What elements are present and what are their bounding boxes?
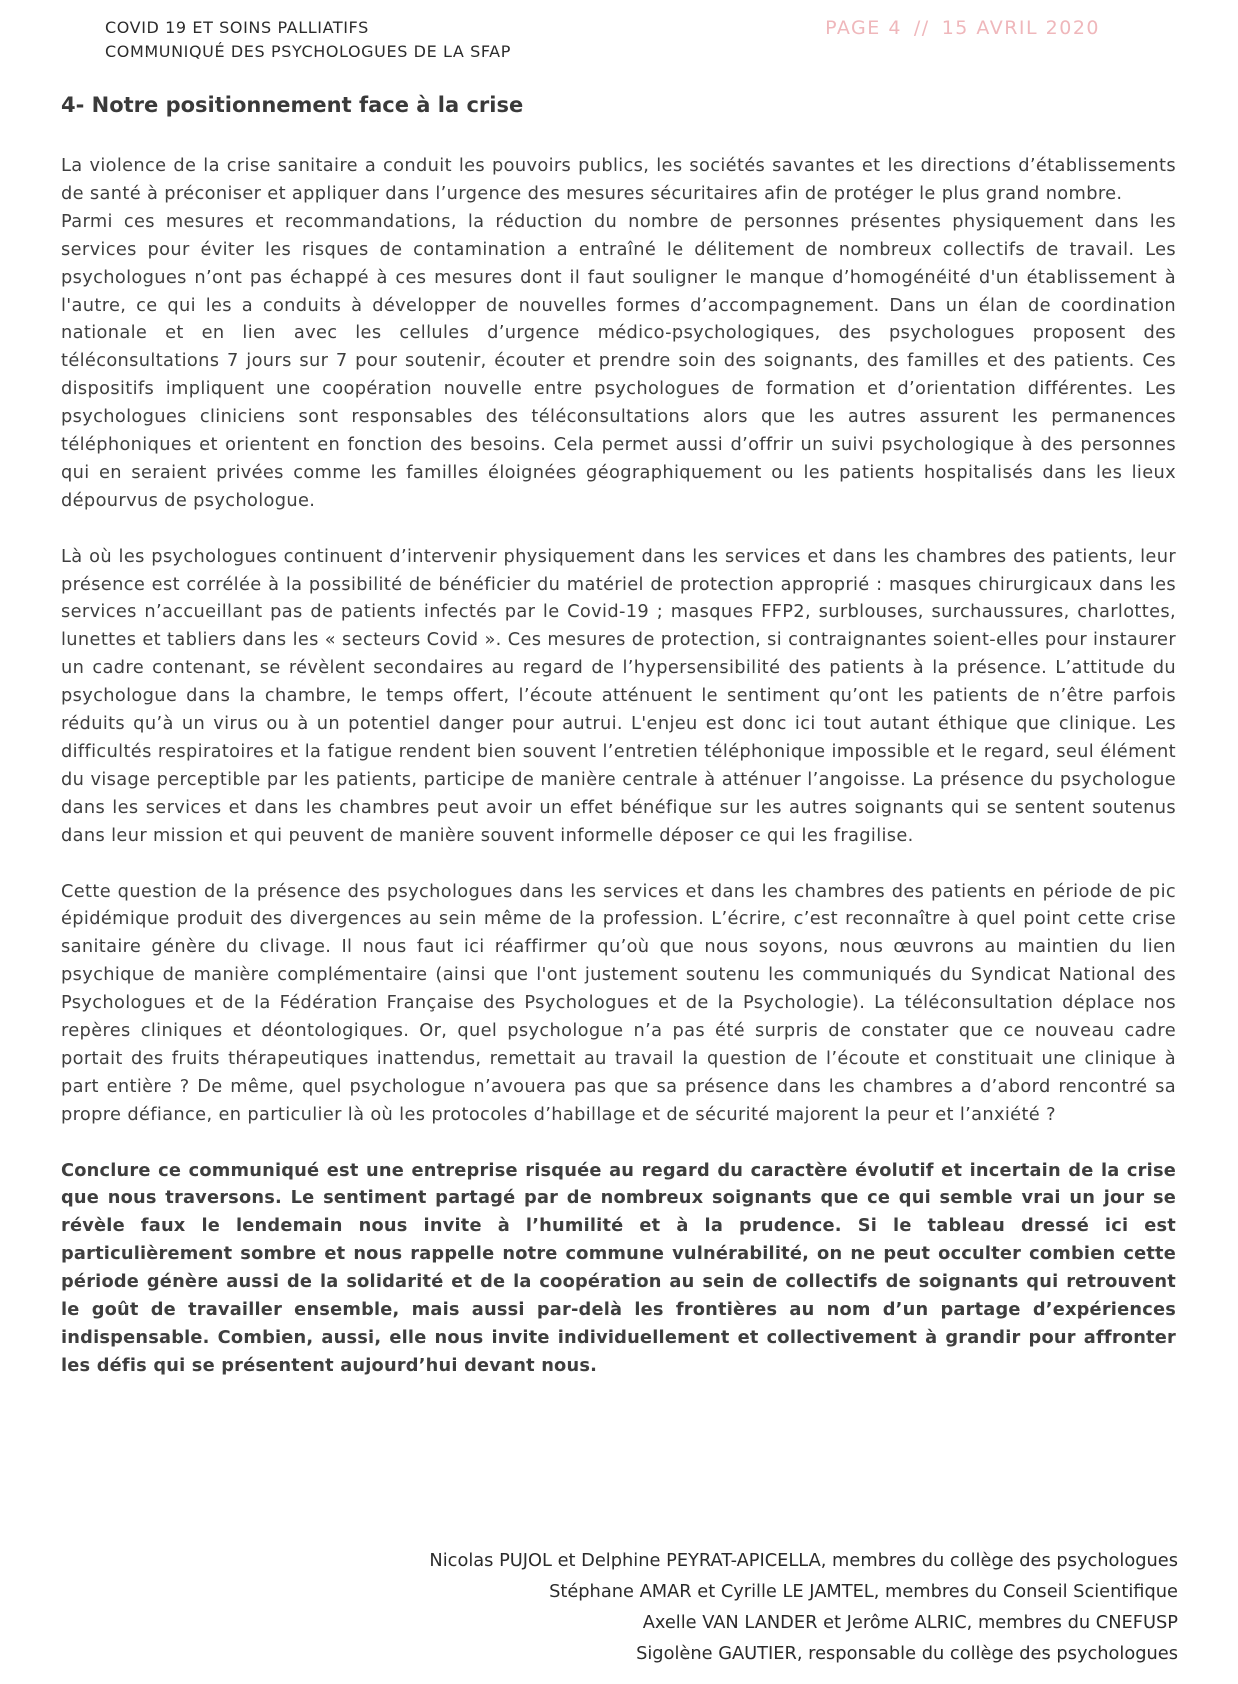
- signature-line: Stéphane AMAR et Cyrille LE JAMTEL, membres du Conseil Scientifique: [549, 1581, 1178, 1602]
- header-title-line2: COMMUNIQUÉ DES PSYCHOLOGUES DE LA SFAP: [105, 42, 511, 61]
- signature-line: Sigolène GAUTIER, responsable du collège des psychologues: [636, 1643, 1178, 1664]
- document-date: 15 AVRIL 2020: [941, 17, 1100, 39]
- header-title-line1: COVID 19 ET SOINS PALLIATIFS: [105, 18, 369, 37]
- paragraph-divergences: Cette question de la présence des psychologues dans les services et dans les chambres des patients en période de pic épidémique produit des divergences au sein même de la profession. L’écrire, c’est reconnaître à quel point cette crise sanitaire génère du clivage. Il nous faut ici réaffirmer qu’où que nous soyons, nous œuvrons au maintien du lien psychique de manière complémentaire (ainsi que l'ont justement soutenu les communiqués du Syndicat National des Psychologues et de la Fédération Française des Psychologues et de la Psychologie). La téléconsultation déplace nos repères cliniques et déontologiques. Or, quel psychologue n’a pas été surpris de constater que ce nouveau cadre portait des fruits thérapeutiques inattendus, remettait au travail la question de l’écoute et constituait une clinique à part entière ? De même, quel psychologue n’avouera pas que sa présence dans les chambres a d’abord rencontré sa propre défiance, en particulier là où les protocoles d’habillage et de sécurité majorent la peur et l’anxiété ?: [61, 880, 1176, 1125]
- header-separator: //: [913, 17, 930, 39]
- signature-line: Nicolas PUJOL et Delphine PEYRAT-APICELLA, membres du collège des psychologues: [429, 1550, 1178, 1571]
- paragraph-measures: Parmi ces mesures et recommandations, la réduction du nombre de personnes présentes physiquement dans les services pour éviter les risques de contamination a entraîné le délitement de nombreux collectifs de travail. Les psychologues n’ont pas échappé à ces mesures dont il faut souligner le manque d’homogénéité d'un établissement à l'autre, ce qui les a conduits à développer de nouvelles formes d’accompagnement. Dans un élan de coordination nationale et en lien avec les cellules d’urgence médico-psychologiques, des psychologues proposent des téléconsultations 7 jours sur 7 pour soutenir, écouter et prendre soin des soignants, des familles et des patients. Ces dispositifs impliquent une coopération nouvelle entre psychologues de formation et d’orientation différentes. Les psychologues cliniciens sont responsables des téléconsultations alors que les autres assurent les permanences téléphoniques et orientent en fonction des besoins. Cela permet aussi d’offrir un suivi psychologique à des personnes qui en seraient privées comme les familles éloignées géographiquement ou les patients hospitalisés dans les lieux dépourvus de psychologue.: [61, 210, 1176, 511]
- paragraph-intro: La violence de la crise sanitaire a conduit les pouvoirs publics, les sociétés savantes et les directions d’établissements de santé à préconiser et appliquer dans l’urgence des mesures sécuritaires afin de protéger le plus grand nombre.: [61, 155, 1176, 204]
- paragraph-presence: Là où les psychologues continuent d’intervenir physiquement dans les services et dans les chambres des patients, leur présence est corrélée à la possibilité de bénéficier du matériel de protection approprié : masques chirurgicaux dans les services n’accueillant pas de patients infectés par le Covid-19 ; masques FFP2, surblouses, surchaussures, charlottes, lunettes et tabliers dans les « secteurs Covid ». Ces mesures de protection, si contraignantes soient-elles pour instaurer un cadre contenant, se révèlent secondaires au regard de l’hypersensibilité des patients à la présence. L’attitude du psychologue dans la chambre, le temps offert, l’écoute atténuent le sentiment qu’ont les patients de n’être parfois réduits qu’à un virus ou à un potentiel danger pour autrui. L'enjeu est donc ici tout autant éthique que clinique. Les difficultés respiratoires et la fatigue rendent bien souvent l’entretien téléphonique impossible et le regard, seul élément du visage perceptible par les patients, participe de manière centrale à atténuer l’angoisse. La présence du psychologue dans les services et dans les chambres peut avoir un effet bénéfique sur les autres soignants qui se sentent soutenus dans leur mission et qui peuvent de manière souvent informelle déposer ce qui les fragilise.: [61, 545, 1176, 846]
- signature-block: [429, 1545, 1178, 1669]
- document-header: [105, 16, 511, 64]
- signature-line: Axelle VAN LANDER et Jerôme ALRIC, membres du CNEFUSP: [642, 1612, 1178, 1633]
- paragraph-conclusion: Conclure ce communiqué est une entreprise risquée au regard du caractère évolutif et incertain de la crise que nous traversons. Le sentiment partagé par de nombreux soignants que ce qui semble vrai un jour se révèle faux le lendemain nous invite à l’humilité et à la prudence. Si le tableau dressé ici est particulièrement sombre et nous rappelle notre commune vulnérabilité, on ne peut occulter combien cette période génère aussi de la solidarité et de la coopération au sein de collectifs de soignants qui retrouvent le goût de travailler ensemble, mais aussi par-delà les frontières au nom d’un partage d’expériences indispensable. Combien, aussi, elle nous invite individuellement et collectivement à grandir pour affronter les défis qui se présentent aujourd’hui devant nous.: [61, 1159, 1176, 1376]
- page-info: [825, 17, 1100, 39]
- section-title: 4- Notre positionnement face à la crise: [61, 93, 524, 117]
- document-body: [61, 152, 1176, 1380]
- page-number: PAGE 4: [825, 17, 902, 39]
